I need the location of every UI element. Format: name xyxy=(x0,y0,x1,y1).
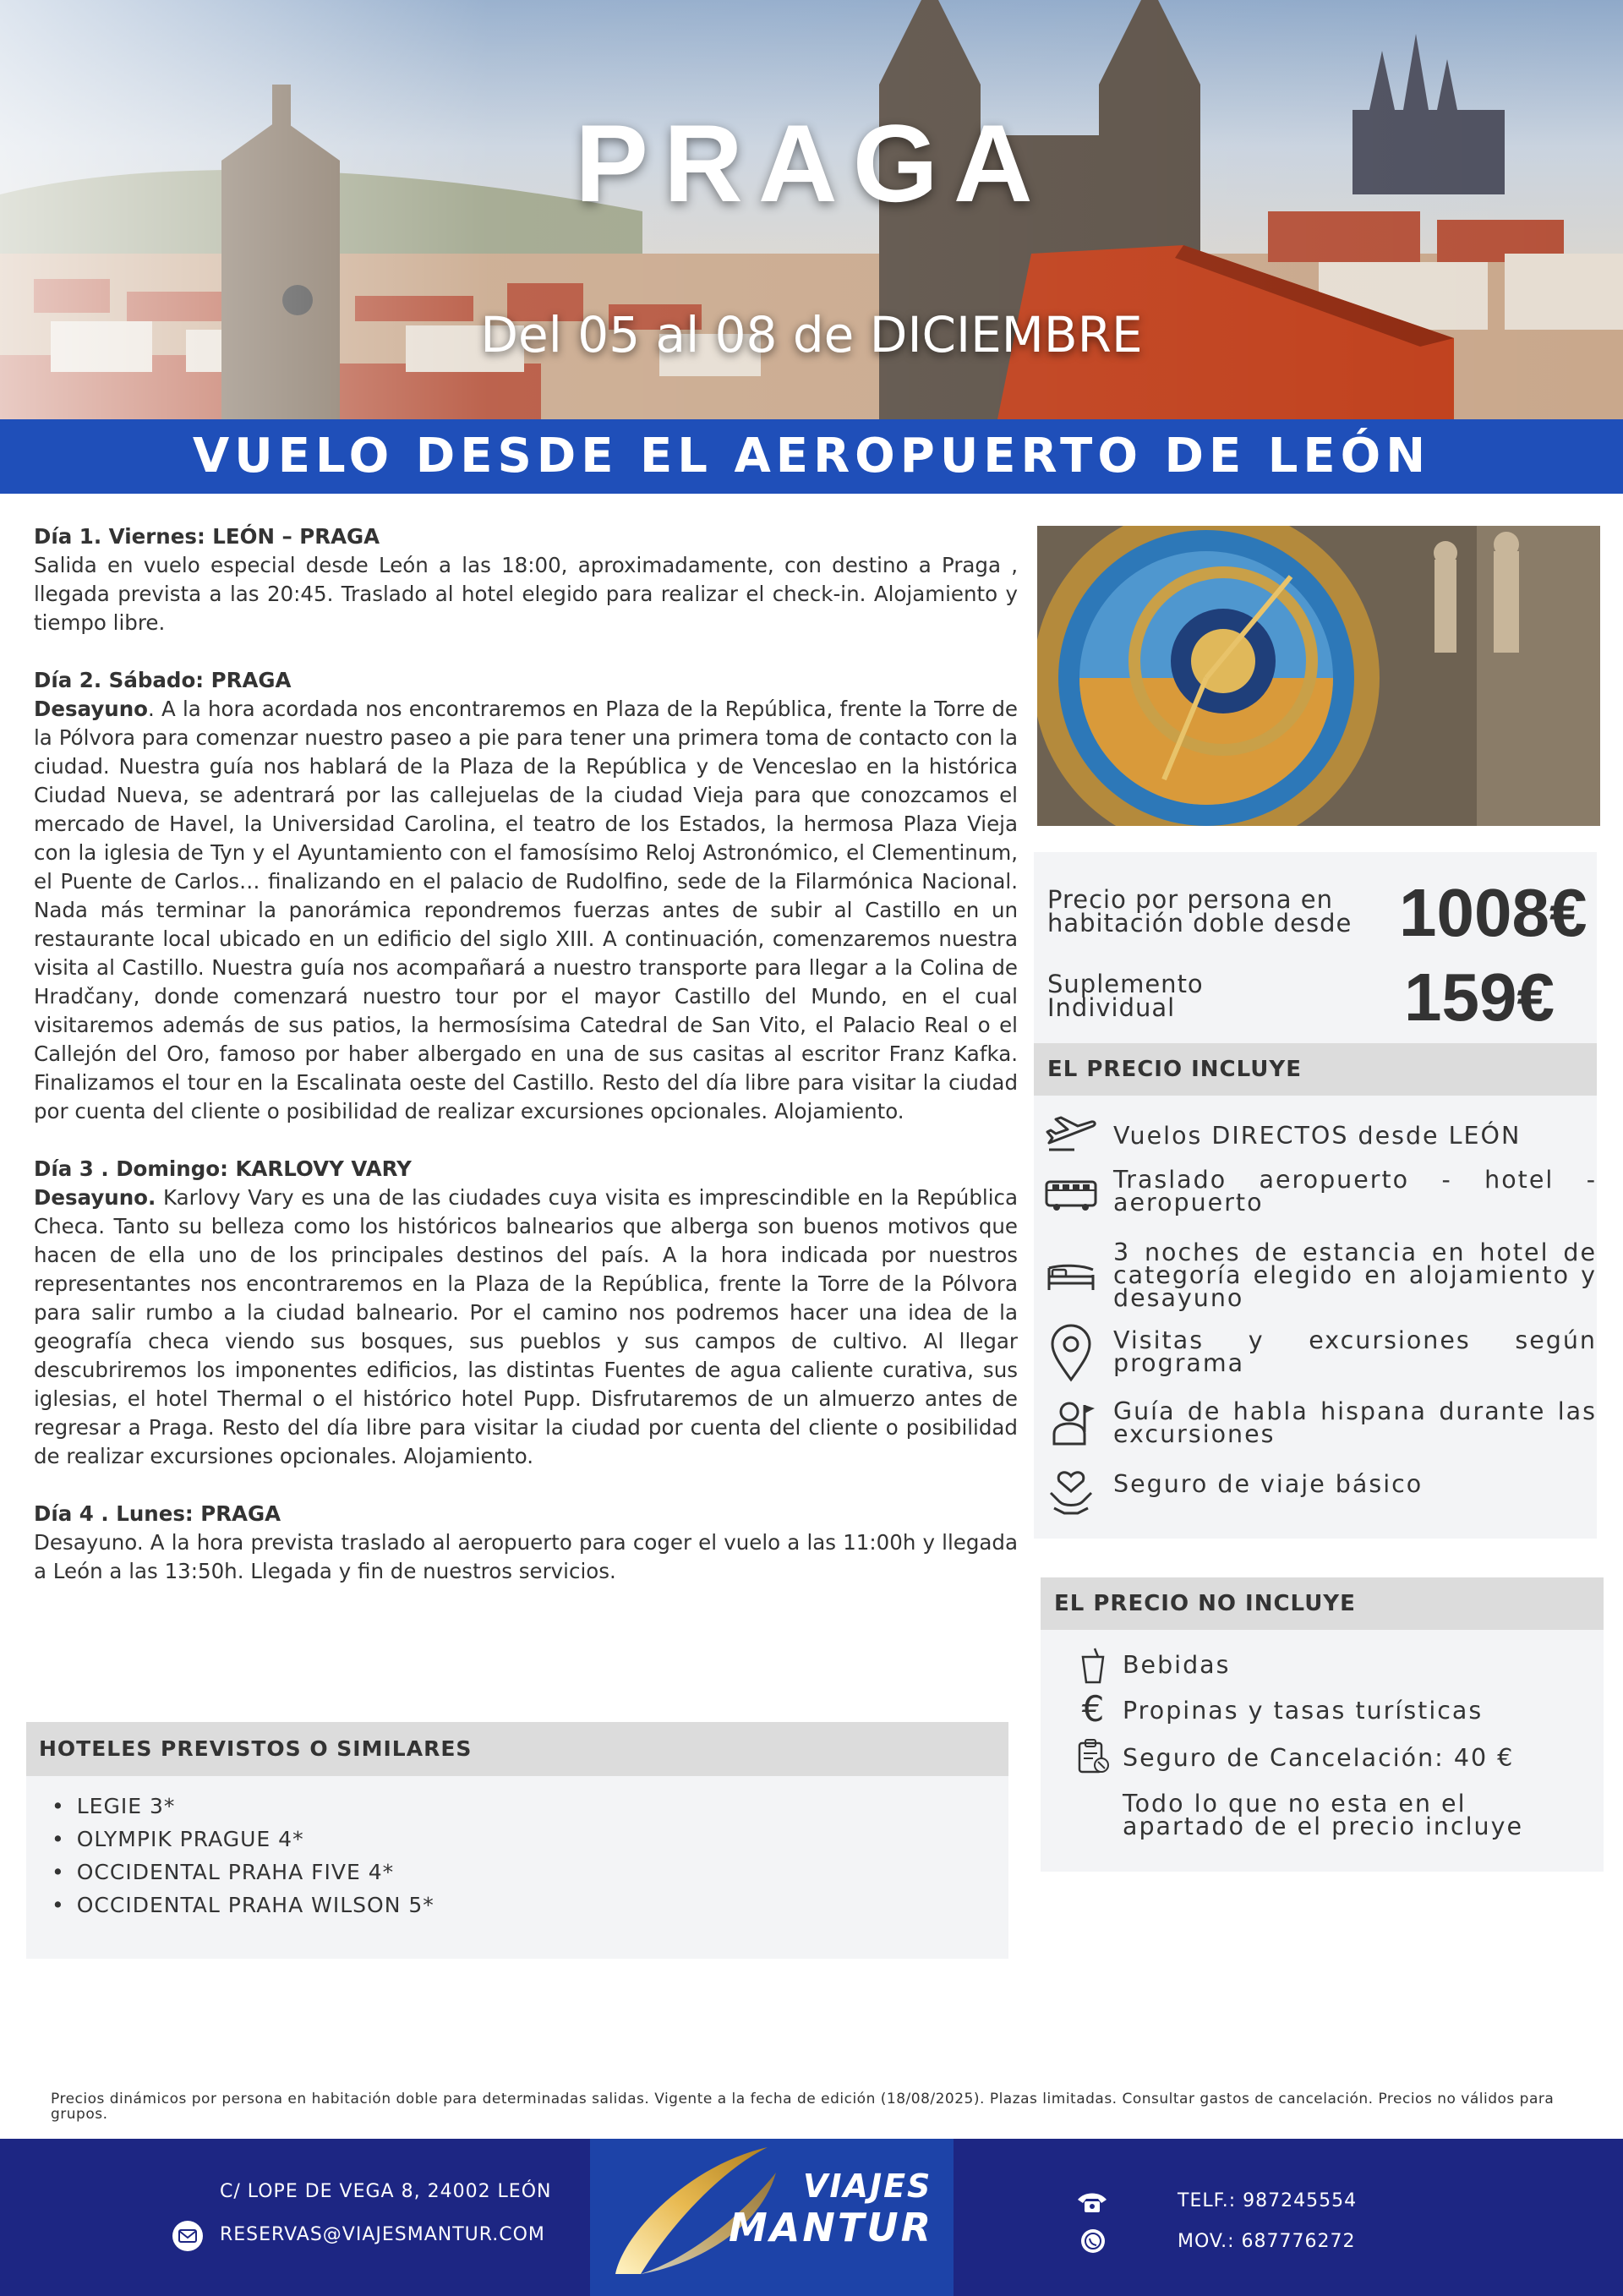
travel-dates: Del 05 al 08 de DICIEMBRE xyxy=(480,306,1143,364)
include-text: Guía de habla hispana durante las excursiones xyxy=(1113,1397,1597,1448)
cancel-insurance-icon xyxy=(1074,1738,1112,1775)
astronomical-clock-photo xyxy=(1037,526,1600,826)
footer xyxy=(0,2139,1623,2296)
hero-banner xyxy=(0,0,1623,419)
hotel-item: • OCCIDENTAL PRAHA FIVE 4* xyxy=(52,1856,1008,1889)
day-description xyxy=(34,695,1018,1126)
whatsapp-icon xyxy=(1080,2228,1106,2254)
euro-icon: € xyxy=(1081,1688,1105,1730)
itinerary xyxy=(34,522,1018,1615)
hotel-item: • LEGIE 3* xyxy=(52,1790,1008,1823)
include-text: Seguro de viaje básico xyxy=(1113,1470,1424,1498)
airplane-icon xyxy=(1044,1106,1098,1160)
hotel-item: • OLYMPIK PRAGUE 4* xyxy=(52,1823,1008,1856)
bus-icon xyxy=(1044,1168,1098,1222)
itinerary-day xyxy=(34,1155,1018,1471)
day-lead: Desayuno. xyxy=(34,1185,156,1210)
bed-icon xyxy=(1044,1249,1098,1304)
day-title: Día 3 . Domingo: KARLOVY VARY xyxy=(34,1156,412,1181)
includes-header: EL PRECIO INCLUYE xyxy=(1034,1043,1597,1096)
excludes-header: EL PRECIO NO INCLUYE xyxy=(1041,1577,1604,1630)
insurance-icon xyxy=(1044,1464,1098,1518)
exclude-text: Bebidas xyxy=(1123,1651,1231,1679)
include-text: Visitas y excursiones según programa xyxy=(1113,1326,1597,1377)
itinerary-day xyxy=(34,1500,1018,1586)
footer-phone[interactable]: TELF.: 987245554 xyxy=(1178,2190,1358,2211)
hotels-list xyxy=(26,1776,1008,1922)
destination-title: PRAGA xyxy=(575,101,1048,225)
supplement-row xyxy=(1047,972,1267,1020)
guide-icon xyxy=(1044,1395,1098,1449)
include-text: Vuelos DIRECTOS desde LEÓN xyxy=(1113,1122,1522,1150)
exclude-text: Propinas y tasas turísticas xyxy=(1123,1697,1484,1725)
exclude-text: Todo lo que no esta en el apartado de el precio incluye xyxy=(1123,1790,1523,1840)
logo-text-mantur: MANTUR xyxy=(729,2205,934,2250)
price-value: 1008€ xyxy=(1399,875,1587,950)
exclude-text: Seguro de Cancelación: 40 € xyxy=(1123,1744,1515,1772)
price-row xyxy=(1047,885,1385,938)
itinerary-day xyxy=(34,522,1018,637)
day-text: Salida en vuelo especial desde León a las 18:00, aproximadamente, con destino a Praga , llegada prevista a las 20:45. Traslado al hotel elegido para realizar el check-in. Alojamiento y tiempo libre. xyxy=(34,553,1018,635)
hotels-box xyxy=(26,1722,1008,1959)
disclaimer-text: Precios dinámicos por persona en habitación doble para determinadas salidas. Vigente a la fecha de edición (18/08/2025). Plazas limitadas. Consultar gastos de cancelación. Precios no válidos para grupos. xyxy=(51,2091,1555,2123)
drink-cup-icon xyxy=(1074,1647,1112,1684)
itinerary-day xyxy=(34,666,1018,1126)
day-lead: Desayuno xyxy=(34,697,149,721)
logo-text-viajes: VIAJES xyxy=(803,2168,932,2205)
include-text: Traslado aeropuerto - hotel - aeropuerto xyxy=(1113,1166,1597,1216)
email-icon xyxy=(172,2220,204,2252)
footer-address: C/ LOPE DE VEGA 8, 24002 LEÓN xyxy=(220,2181,552,2202)
day-description xyxy=(34,551,1018,637)
supplement-value: 159€ xyxy=(1404,959,1555,1035)
day-title: Día 4 . Lunes: PRAGA xyxy=(34,1501,281,1526)
flight-origin-banner: VUELO DESDE EL AEROPUERTO DE LEÓN xyxy=(0,419,1623,494)
day-title: Día 2. Sábado: PRAGA xyxy=(34,668,292,692)
excludes-box xyxy=(1041,1577,1604,1872)
footer-mobile[interactable]: MOV.: 687776272 xyxy=(1178,2231,1356,2252)
day-description xyxy=(34,1184,1018,1471)
phone-icon xyxy=(1076,2191,1108,2213)
include-text: 3 noches de estancia en hotel de categoría elegido en alojamiento y desayuno xyxy=(1113,1238,1597,1312)
hotel-item: • OCCIDENTAL PRAHA WILSON 5* xyxy=(52,1889,1008,1922)
day-text: Karlovy Vary es una de las ciudades cuya visita es imprescindible en la República Checa. Tanto su belleza como los históricos balnearios que alberga son buenos motivos que hacen de ella uno de los principales destinos del país. A la hora indicada por nuestros representantes nos encontraremos en la Plaza de la República, frente la Torre de la Pólvora para salir rumbo a la ciudad balneario. Por el camino nos podremos hacer una idea de la geografía checa viendo sus bosques, sus pueblos y sus campos de cultivo. Al llegar descubriremos los imponentes edificios, las distintas Fuentes de agua caliente curativa, sus iglesias, el hotel Thermal o el histórico hotel Pupp. Disfrutaremos de un almuerzo antes de regresar a Praga. Resto del día libre para visitar la ciudad por cuenta del cliente o posibilidad de realizar excursiones opcionales. Alojamiento. xyxy=(34,1185,1018,1468)
price-box xyxy=(1034,852,1597,1539)
supplement-label: Suplemento Individual xyxy=(1047,970,1204,1022)
day-text: Desayuno. A la hora prevista traslado al aeropuerto para coger el vuelo a las 11:00h y llegada a León a las 13:50h. Llegada y fin de nuestros servicios. xyxy=(34,1530,1018,1583)
day-text: . A la hora acordada nos encontraremos en Plaza de la República, frente la Torre de la Pólvora para comenzar nuestro paseo a pie para tener una primera toma de contacto con la ciudad. Nuestra guía nos hablará de la Plaza de la República y de Venceslao en la histórica Ciudad Nueva, se adentrará por las callejuelas de la ciudad Vieja para que conozcamos el mercado de Havel, la Universidad Carolina, el teatro de los Estados, la hermosa Plaza Vieja con la iglesia de Tyn y el Ayuntamiento con el famosísimo Reloj Astronómico, el Clementinum, el Puente de Carlos… finalizando en el palacio de Rudolfino, sede de la Filarmónica Nacional. Nada más terminar la panorámica repondremos fuerzas antes de subir al Castillo en un restaurante local ubicado en un edificio del siglo XIII. A continuación, comenzaremos nuestra visita al Castillo. Nuestra guía nos acompañará a nuestro transporte para llegar a la Colina de Hradčany, donde comenzará nuestro tour por el mayor Castillo del Mundo, en el cual visitaremos además de sus patios, la hermosísima Catedral de San Vito, el Palacio Real o el Callejón del Oro, famoso por haber albergado en una de sus casitas al escritor Franz Kafka. Finalizamos el tour en la Escalinata oeste del Castillo. Resto del día libre para visitar la ciudad por cuenta del cliente o posibilidad de realizar excursiones opcionales. Alojamiento. xyxy=(34,697,1018,1123)
day-title: Día 1. Viernes: LEÓN – PRAGA xyxy=(34,524,380,549)
day-description xyxy=(34,1528,1018,1586)
hotels-header: HOTELES PREVISTOS O SIMILARES xyxy=(26,1722,1008,1776)
footer-email[interactable]: RESERVAS@VIAJESMANTUR.COM xyxy=(220,2224,545,2245)
price-label: Precio por persona en habitación doble desde xyxy=(1047,885,1352,938)
location-pin-icon xyxy=(1044,1322,1098,1383)
